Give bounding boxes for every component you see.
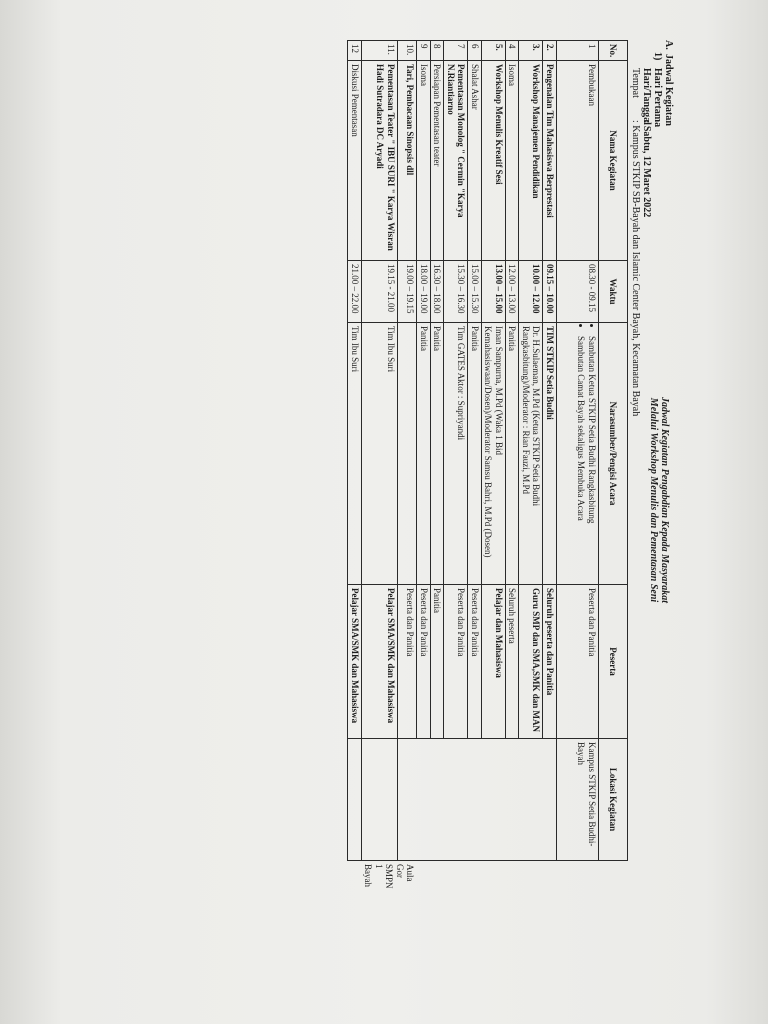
cell-nama: Pengenalan Tim Mahasiswa Berprestasi <box>543 61 557 261</box>
cell-peserta: Peserta dan Panitia <box>468 585 482 739</box>
cell-no: 8 <box>431 41 445 61</box>
table-row <box>348 41 362 861</box>
cell-narasumber <box>397 323 417 585</box>
table-row <box>519 41 543 861</box>
cell-no: 9 <box>417 41 431 61</box>
cell-peserta: Pelajar SMA/SMK dan Mahasiswa <box>348 585 362 739</box>
cell-nama: Isoma <box>506 61 520 261</box>
cell-narasumber: Iman Sampurna, M.Pd (Waka 1 Bid Kemahasiswaan/Dosen)/Moderator Samsu Bahri, M.Pd (Dosen) <box>482 323 506 585</box>
cell-waktu: 21.00 – 22.00 <box>348 261 362 323</box>
place-label: Tempat <box>630 68 641 98</box>
cell-nama: Workshop Manajemen Pendidikan <box>519 61 543 261</box>
date-line <box>641 68 652 217</box>
cell-no: 12 <box>348 41 362 61</box>
header-nama-kegiatan: Nama Kegiatan <box>599 61 628 261</box>
cell-no: 10. <box>397 41 417 61</box>
cell-narasumber: Panitia <box>431 323 445 585</box>
cell-nama: Pementasan Teater " IBU SURI " Karya Wisran Hadi Sutradara DC Aryadi <box>362 61 398 261</box>
cell-nama: Tari, Pembacaan Sinopsis dll <box>397 61 417 261</box>
cell-narasumber: Tim Ibu Suri <box>362 323 398 585</box>
table-row <box>557 41 599 861</box>
cell-nama: Workshop Menulis Kreatif Sesi <box>482 61 506 261</box>
table-row <box>417 41 431 861</box>
cell-waktu: 16.30 – 18.00 <box>431 261 445 323</box>
table-row <box>431 41 445 861</box>
cell-waktu: 10.00 – 12.00 <box>519 261 543 323</box>
cell-peserta: Peserta dan Panitia <box>397 585 417 739</box>
cell-no: 11. <box>362 41 398 61</box>
cell-no: 6 <box>468 41 482 61</box>
cell-waktu: 18.00 – 19.00 <box>417 261 431 323</box>
header-lokasi: Lokasi Kegiatan <box>599 739 628 861</box>
place-line <box>630 68 641 416</box>
table-row <box>482 41 506 861</box>
cell-peserta: Seluruh peserta <box>506 585 520 739</box>
cell-no: 1 <box>557 41 599 61</box>
cell-nama: Persiapan Pementasan teater <box>431 61 445 261</box>
section-title: Jadwal Kegiatan <box>663 54 674 126</box>
cell-peserta: Guru SMP dan SMA,SMK dan MAN <box>519 585 543 739</box>
cell-no: 7 <box>444 41 468 61</box>
table-header-row <box>599 41 628 861</box>
date-value: : Sabtu, 12 Maret 2022 <box>641 120 652 218</box>
cell-nama: Diskusi Pementasan <box>348 61 362 261</box>
cell-waktu: 15.30 – 16.30 <box>444 261 468 323</box>
cell-nama: Pementasan Monolog " Cermin "Karya N.Riantiarno <box>444 61 468 261</box>
cell-lokasi: Kampus STKIP Setia Budhi-Bayah <box>557 739 599 861</box>
cell-nama: Shalat Ashar <box>468 61 482 261</box>
table-row: 10. Tari, Pembacaan Sinopsis dll 19.00 – 19.15 Peserta dan Panitia Aula Gor SMPN 1 Bayah <box>397 41 417 861</box>
cell-narasumber: Panitia <box>468 323 482 585</box>
cell-narasumber: Panitia <box>417 323 431 585</box>
speaker-item: • Sambutan Ketua STKIP Setia Budhi Rangkasbitung <box>587 336 598 581</box>
cell-waktu: 09.15 – 10.00 <box>543 261 557 323</box>
cell-peserta: Peserta dan Panitia <box>444 585 468 739</box>
cell-waktu: 12.00 – 13.00 <box>506 261 520 323</box>
document-page <box>280 40 680 960</box>
cell-no: 2. <box>543 41 557 61</box>
cell-waktu: 19.15 - 21.00 <box>362 261 398 323</box>
cell-peserta: Seluruh peserta dan Panitia <box>543 585 557 739</box>
cell-nama: Isoma <box>417 61 431 261</box>
section-heading <box>663 40 674 126</box>
cell-narasumber <box>557 323 599 585</box>
header-waktu: Waktu <box>599 261 628 323</box>
cell-peserta: Peserta dan Panitia <box>417 585 431 739</box>
header-narasumber: Narasumber/Pengisi Acara <box>599 323 628 585</box>
table-row <box>506 41 520 861</box>
cell-waktu: 15.00 – 15.30 <box>468 261 482 323</box>
day-title: Hari Pertama <box>652 68 663 128</box>
speaker-list <box>576 326 597 581</box>
cell-peserta: Panitia <box>431 585 445 739</box>
document-title-line-2: Melalui Workshop Menulis dan Pementasan Seni <box>648 397 659 603</box>
cell-no: 5. <box>482 41 506 61</box>
day-number: 1) <box>652 52 663 61</box>
cell-lokasi <box>348 739 362 861</box>
cell-waktu: 08.30 - 09.15 <box>557 261 599 323</box>
cell-no: 3. <box>519 41 543 61</box>
cell-peserta: Pelajar SMA/SMK dan Mahasiswa <box>362 585 398 739</box>
cell-narasumber: Dr. H.Sulaeman, M.Pd (Ketua STKIP Setia Budhi Rangkasbitung)/Moderator : Rian Fauzi, M.Pd <box>519 323 543 585</box>
day-heading <box>652 52 663 127</box>
header-no: No. <box>599 41 628 61</box>
document-title-line-1: Jadwal Kegiatan Pengabdian Kepada Masyarakat <box>659 396 670 604</box>
cell-peserta: Peserta dan Panitia <box>557 585 599 739</box>
cell-narasumber: Tim Ibu Suri <box>348 323 362 585</box>
cell-narasumber: Tim GATES Aktor : Supriyandi <box>444 323 468 585</box>
cell-narasumber: TIM STKIP Setia Budhi <box>543 323 557 585</box>
header-peserta: Peserta <box>599 585 628 739</box>
cell-peserta: Pelajar dan Mahasiswa <box>482 585 506 739</box>
cell-lokasi <box>397 739 556 861</box>
section-letter: A. <box>663 40 674 50</box>
schedule-table <box>348 40 629 889</box>
table-row <box>468 41 482 861</box>
table-row <box>362 41 398 861</box>
cell-no: 4 <box>506 41 520 61</box>
cell-waktu: 19.00 – 19.15 <box>397 261 417 323</box>
cell-narasumber: Panitia <box>506 323 520 585</box>
table-row <box>444 41 468 861</box>
cell-waktu: 13.00 – 15.00 <box>482 261 506 323</box>
speaker-item: • Sambutan Camat Bayah sekaligus Membuka Acara <box>576 336 587 581</box>
place-value: : Kampus STKIP SB-Bayah dan Islamic Center Bayah, Kecamatan Bayah <box>630 120 641 417</box>
cell-nama: Pembukaan <box>557 61 599 261</box>
table-row <box>543 41 557 861</box>
date-label: Hari/Tanggal <box>641 68 652 125</box>
